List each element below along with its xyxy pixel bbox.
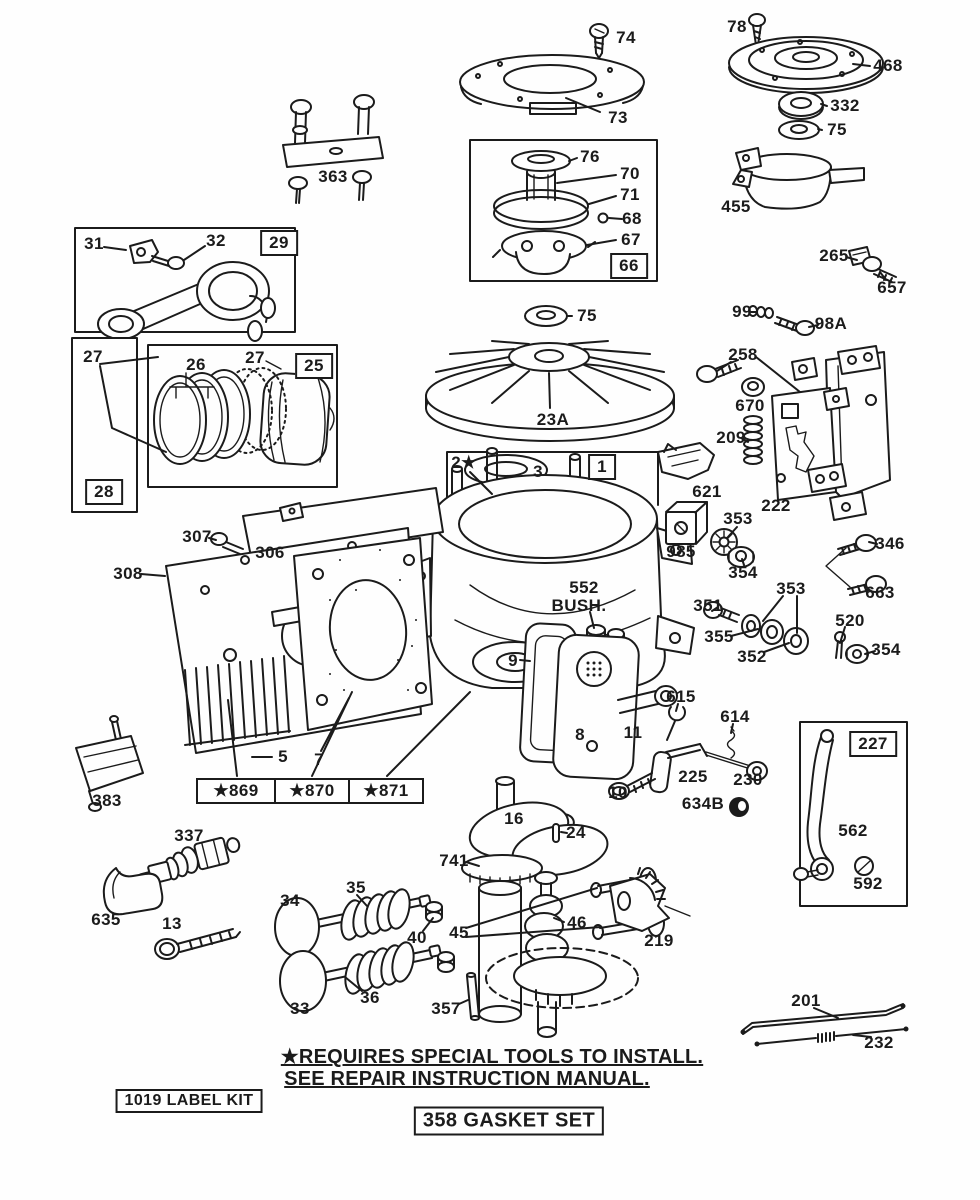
part-label-74-0: 74 [616,28,636,47]
footnote-see-manual: SEE REPAIR INSTRUCTION MANUAL. [284,1068,650,1090]
boxed-label-29-0: 29 [260,230,298,256]
boxed-label-28-2: 28 [85,479,123,505]
part-label-67-16: 67 [621,230,641,249]
part-label-36-73: 36 [360,988,380,1007]
part-label-10-54: 10 [608,783,628,802]
part-label-31-10: 31 [84,234,104,253]
part-label-741-66: 741 [439,851,469,870]
part-label-34-67: 34 [280,891,300,910]
part-label-222-28: 222 [761,496,791,515]
part-label-635-62: 635 [91,910,121,929]
part-label-68-15: 68 [622,209,642,228]
part-label-9-47: 9 [508,651,518,670]
part-label-75-6: 75 [827,120,847,139]
part-label-7-60: 7 [314,750,324,769]
boxed-label-871-8: ★871 [348,778,424,804]
switch-985 [666,502,707,544]
grommet-670 [742,378,764,396]
part-label-27-24: 27 [83,347,103,366]
part-label-308-33: 308 [113,564,143,583]
part-label-45-70: 45 [449,923,469,942]
part-label-bush-46: BUSH. [551,596,607,615]
boxed-label-1019labelkit-9: 1019 LABEL KIT [116,1089,263,1113]
part-label-592-57: 592 [853,874,883,893]
boxed-label-358gasketset-10: 358 GASKET SET [414,1107,604,1136]
part-label-11-49: 11 [623,723,643,742]
boxed-label-869-6: ★869 [196,778,276,804]
part-label-219-75: 219 [644,931,674,950]
part-label-363-2: 363 [318,167,348,186]
part-label-40-69: 40 [407,928,427,947]
link-rod-201 [741,1004,906,1035]
part-label-24-65: 24 [566,823,586,842]
part-label-352-42: 352 [737,647,767,666]
part-label-346-37: 346 [875,534,905,553]
part-label-552-45: 552 [569,578,599,597]
screw-307 [211,533,243,554]
washer-75-flywheel [525,306,567,326]
screw-74 [590,24,608,58]
part-label-73-1: 73 [608,108,628,127]
part-label-27-26: 27 [245,348,265,367]
part-label-357-74: 357 [431,999,461,1018]
part-label-32-11: 32 [206,231,226,250]
part-label-332-5: 332 [830,96,860,115]
boxed-label-66-3: 66 [610,253,648,279]
part-label-670-21: 670 [735,396,765,415]
key-24 [553,824,559,842]
part-label-353-40: 353 [776,579,806,598]
part-label-455-7: 455 [721,197,751,216]
stop-switch-455 [733,148,864,209]
cam-gear-71 [494,190,588,222]
part-label-615-50: 615 [666,687,696,706]
part-label-33-72: 33 [290,999,310,1018]
part-label-71-14: 71 [620,185,640,204]
part-label-383-58: 383 [92,791,122,810]
footnote-special-tools: ★REQUIRES SPECIAL TOOLS TO INSTALL. [280,1046,704,1068]
spring-209 [744,416,762,464]
part-label-2-29: 2★ [451,453,477,472]
washer-75-top [779,121,819,139]
part-label-201-76: 201 [791,991,821,1010]
part-label-75-17: 75 [577,306,597,325]
rod-screw-32 [168,257,184,269]
part-label-225-52: 225 [678,767,708,786]
part-label-26-25: 26 [186,355,206,374]
part-label-562-56: 562 [838,821,868,840]
part-label-3-30: 3 [533,462,543,481]
part-label-8-48: 8 [575,725,585,744]
boxed-label-870-7: ★870 [274,778,350,804]
breather-plate-73 [460,55,644,114]
part-label-78-3: 78 [727,17,747,36]
part-label-337-61: 337 [174,826,204,845]
dowel-pin-357 [467,973,479,1020]
part-label-985-34: 985 [666,542,696,561]
bolt-346 [838,535,876,555]
part-label-46-71: 46 [567,913,587,932]
part-label-307-31: 307 [182,527,212,546]
part-label-468-4: 468 [873,56,903,75]
part-label-657-9: 657 [877,278,907,297]
muffler-8 [552,634,639,780]
part-label-13-63: 13 [162,914,182,933]
part-label-621-27: 621 [692,482,722,501]
bolt-98A [775,317,814,335]
boxed-label-25-1: 25 [295,353,333,379]
part-label-614-51: 614 [720,707,750,726]
head-gasket-7 [294,538,432,730]
part-label-16-64: 16 [504,809,524,828]
part-label-663-38: 663 [865,583,895,602]
part-label-99-18: 99 [732,302,752,321]
part-label-230-53: 230 [733,770,763,789]
part-label-76-12: 76 [580,147,600,166]
nut-332 [779,92,823,119]
part-label-23a-23: 23A [536,410,570,429]
clamp-265-bolt-657 [849,247,896,282]
part-label-355-41: 355 [704,627,734,646]
control-bracket-222 [772,346,890,520]
cotter-520-nut-354 [835,632,868,663]
part-label-351-39: 351 [693,596,723,615]
part-label-354-44: 354 [871,640,901,659]
part-label-35-68: 35 [346,878,366,897]
part-label-98a-19: 98A [814,314,848,333]
boxed-label-227-5: 227 [849,731,897,757]
part-label-520-43: 520 [835,611,865,630]
part-label-353-35: 353 [723,509,753,528]
bracket-621 [658,443,714,479]
boxed-label-1-4: 1 [588,454,616,480]
plug-boot-635 [104,868,162,914]
part-label-258-20: 258 [728,345,758,364]
part-label-209-22: 209 [716,428,746,447]
part-label-265-8: 265 [819,246,849,265]
bracket-219 [610,868,690,931]
part-label-232-77: 232 [864,1033,894,1052]
part-label-5-59: 5 [278,747,288,766]
part-label-634b-55: 634B [681,794,725,813]
part-label-70-13: 70 [620,164,640,183]
part-label-306-32: 306 [255,543,285,562]
part-label-354-36: 354 [728,563,758,582]
